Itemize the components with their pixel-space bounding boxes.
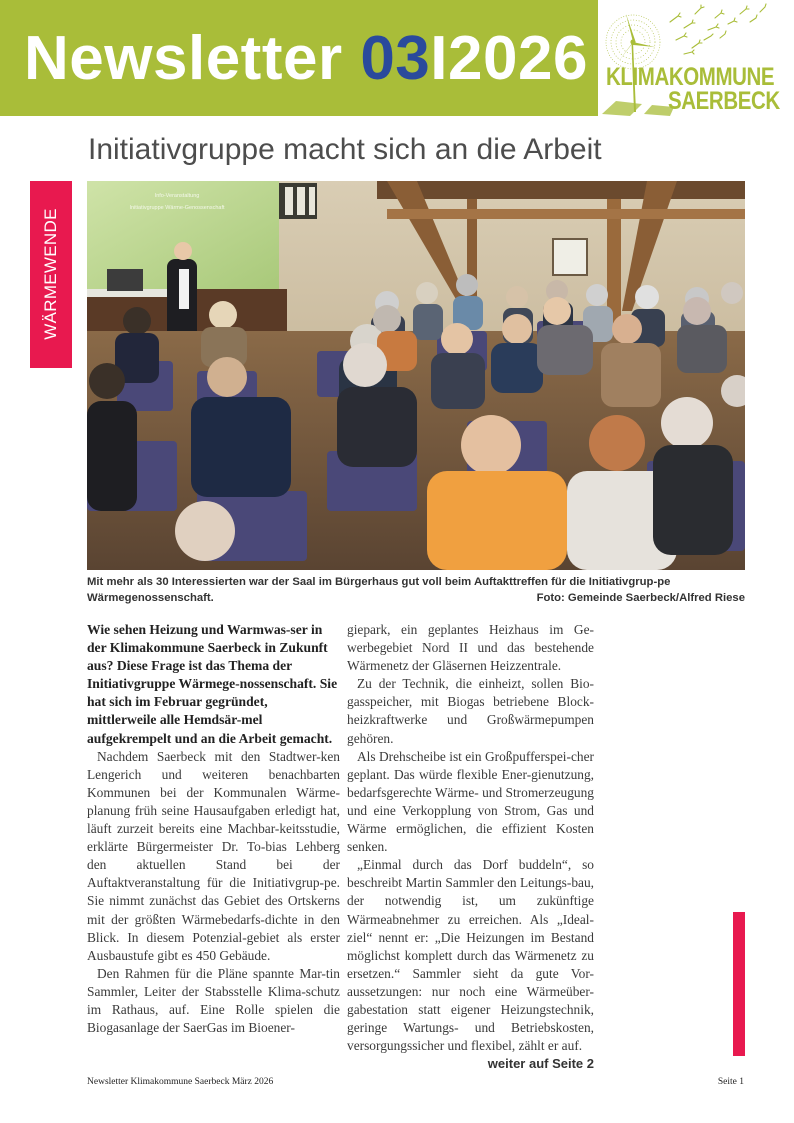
article-paragraph: Den Rahmen für die Pläne spannte Mar-tin Sammler, Leiter der Stabsstelle Klima-schutz im Rathaus, auf. Eine Rolle spielen die Biogasanlage der SaerGas im Bioener- — [87, 965, 340, 1036]
article-paragraph: Zu der Technik, die einheizt, sollen Bio-gasspeicher, mit Biogas betriebene Block-heizkraftwerke und Großwärmepumpen gehören. — [347, 676, 594, 746]
issue-year: I2026 — [430, 24, 588, 93]
photo-credit: Foto: Gemeinde Saerbeck/Alfred Riese — [536, 591, 745, 604]
section-tab-label: WÄRMEWENDE — [41, 208, 60, 340]
article-title: Initiativgruppe macht sich an die Arbeit — [88, 133, 602, 166]
logo-text-saerbeck: SAERBECK — [668, 87, 780, 115]
newsletter-title-prefix: Newsletter — [24, 24, 361, 93]
article-paragraph: giepark, ein geplantes Heizhaus im Ge-werbegebiet Nord II und das bestehende Wärmenetz der Gläsernen Heizzentrale. — [347, 622, 594, 674]
issue-number: 03 — [360, 24, 431, 93]
article-lead: Wie sehen Heizung und Warmwas-ser in der Klimakommune Saerbeck in Zukunft aus? Diese Frage ist das Thema der Initiativgruppe Wärmege-nossenschaft. Sie hat sich im Februar gegründet, mittlerweile alle Hemdsär-mel aufgekrempelt und an die Arbeit gemacht. — [87, 622, 338, 746]
logo-text-klimakommune: KLIMAKOMMUNE — [606, 63, 775, 91]
continue-link[interactable]: weiter auf Seite 2 — [487, 1056, 594, 1072]
article-paragraph: Als Drehscheibe ist ein Großpufferspei-cher geplant. Das würde flexible Ener-gienutzung, bedarfsgerechte Wärme- und Stromerzeugung und eine Verkopplung von Strom, Gas und Wärme ermöglichen, die effizient Kosten senken. — [347, 748, 595, 855]
newsletter-title — [24, 24, 588, 94]
klimakommune-logo — [600, 0, 794, 116]
article-paragraph: „Einmal durch das Dorf buddeln“, so beschreibt Martin Sammler den Leitungs-bau, der notwendig ist, um zukünftige Wärmeabnehmer zu erreichen. Als „Ideal-ziel“ nennt er: „Die Heizungen im Bestand möglichst komplett durch das Wärmenetz zu ersetzen.“ Sammler sieht da gute Vor-aussetzungen: nur noch eine Wärmeüber-gabestation statt eigener Heizungstechnik, geringe Wartungs- und Betriebskosten, versorgungssicher und flexibel, zählt er auf. — [347, 857, 594, 1054]
photo-caption-text: Mit mehr als 30 Interessierten war der Saal im Bürgerhaus gut voll beim Auftakttreffen für die Initiativgrup-pe Wärmegenossenschaft. — [87, 576, 671, 604]
article-column-2 — [347, 621, 594, 1073]
footer-publication: Newsletter Klimakommune Saerbeck März 2026 — [87, 1077, 274, 1087]
footer-page-number: Seite 1 — [717, 1077, 744, 1087]
event-photo-illustration — [87, 181, 745, 570]
article-paragraph: Nachdem Saerbeck mit den Stadtwer-ken Lengerich und weiteren benachbarten Kommunen bei der Kommunalen Wärme-planung früh seine Hausaufgaben erledigt hat, läuft zurzeit bereits eine Machbar-keitsstudie, erklärte Bürgermeister Dr. To-bias Lehberg den aktuellen Stand bei der Auftaktveranstaltung für die Initiativgrup-pe. Sie nimmt zunächst das Gebiet des Ortskerns mit der größten Wärmebedarfs-dichte in den Blick. In diesem Potenzial-gebiet als erster Ausbaustufe gibt es 450 Gebäude. — [87, 748, 340, 963]
article-column-1 — [87, 621, 340, 1037]
article-photo — [87, 181, 745, 570]
screen-text-line2: Initiativgruppe Wärme-Genossenschaft — [129, 205, 225, 211]
accent-bar — [733, 912, 745, 1056]
screen-text-line1: Info-Veranstaltung — [154, 193, 200, 199]
section-tab — [30, 181, 72, 368]
newsletter-header-banner — [0, 0, 598, 116]
photo-caption — [87, 575, 745, 606]
